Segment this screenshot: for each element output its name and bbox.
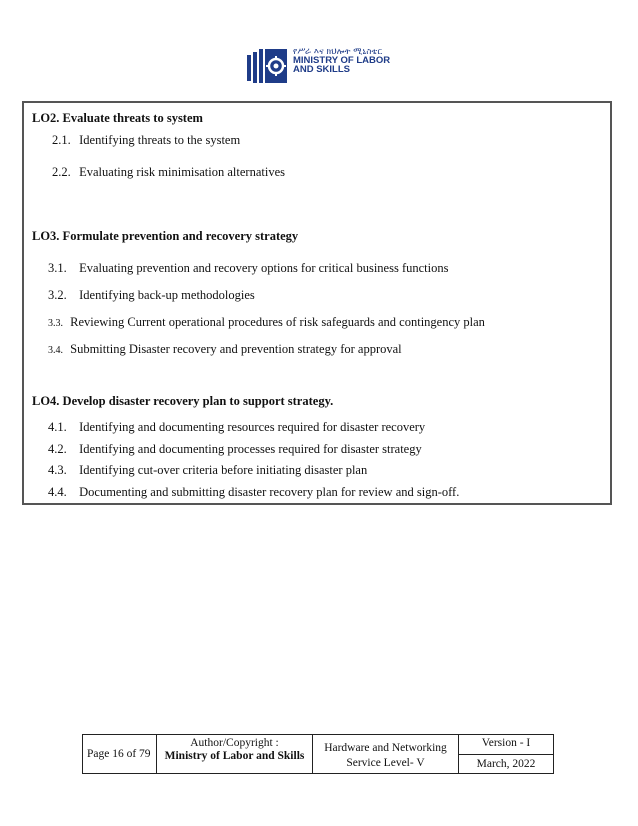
list-item: 4.4. Documenting and submitting disaster recovery plan for review and sign-off.: [48, 485, 460, 499]
list-item: 3.3. Reviewing Current operational procedures of risk safeguards and contingency plan: [48, 315, 485, 329]
lo4-title: LO4. Develop disaster recovery plan to support strategy.: [32, 394, 334, 408]
list-item: 3.1. Evaluating prevention and recovery options for critical business functions: [48, 261, 449, 275]
lo2-title: LO2. Evaluate threats to system: [32, 111, 203, 125]
list-item: 4.3. Identifying cut-over criteria before initiating disaster plan: [48, 463, 368, 477]
course-level: Service Level- V: [346, 757, 425, 769]
author-label: Author/Copyright :: [190, 737, 279, 749]
page-footer-table: [82, 734, 554, 774]
logo-line-1: MINISTRY OF LABOR: [293, 55, 391, 66]
list-item: 4.1. Identifying and documenting resources required for disaster recovery: [48, 420, 426, 434]
list-item: 2.2. Evaluating risk minimisation alternatives: [52, 165, 285, 179]
logo-text: [293, 47, 390, 74]
author-name: Ministry of Labor and Skills: [164, 750, 305, 762]
list-item: 2.1. Identifying threats to the system: [52, 133, 241, 147]
ministry-logo: [246, 47, 406, 87]
list-item: 4.2. Identifying and documenting processes required for disaster strategy: [48, 442, 422, 456]
version-cell: [459, 735, 553, 773]
version-date: March, 2022: [476, 758, 536, 770]
lo3-title: LO3. Formulate prevention and recovery strategy: [32, 229, 299, 243]
list-item: 3.2. Identifying back-up methodologies: [48, 288, 255, 302]
author-cell: [157, 735, 313, 773]
course-title: Hardware and Networking: [324, 742, 447, 754]
page-number: Page 16 of 79: [83, 735, 157, 773]
learning-outcomes-box: [22, 101, 612, 505]
list-item: 3.4. Submitting Disaster recovery and prevention strategy for approval: [48, 342, 402, 356]
version-label: Version - I: [459, 735, 553, 755]
course-cell: [313, 735, 459, 773]
logo-line-2: AND SKILLS: [293, 64, 350, 75]
logo-amharic-text: የሥራ እና ክህሎት ሚኒስቴር: [293, 46, 383, 56]
ministry-emblem-icon: [246, 47, 290, 85]
